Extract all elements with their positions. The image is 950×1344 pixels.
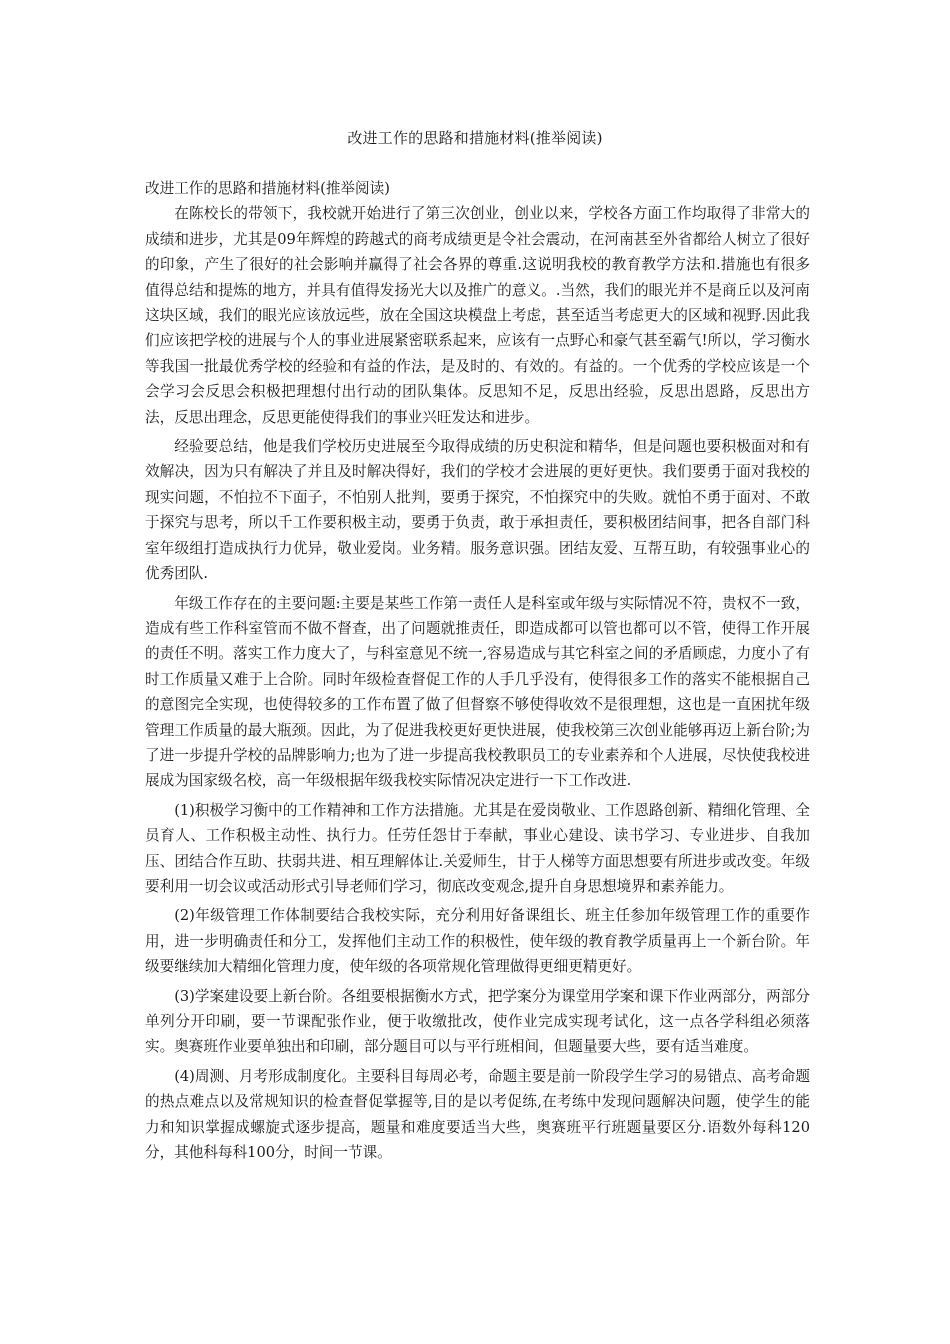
paragraph-experience: 经验要总结，他是我们学校历史进展至今取得成绩的历史积淀和精华，但是问题也要积极面对和有效解决，因为只有解决了并且及时解决得好，我们的学校才会进展的更好更快。我们要勇于面对我校的现实问题，不怕拉不下面子，不怕别人批判，要勇于探究，不怕探究中的失败。就怕不勇于面对、不敢于探究与思考，所以千工作要积极主动，要勇于负责，敢于承担责任，要积极团结间事，把各自部门科室年级组打造成执行力优异，敬业爱岗。业务精。服务意识强。团结友爱、互帮互助，有较强事业心的优秀团队. [145, 438, 810, 583]
document-subtitle: 改进工作的思路和措施材料(推举阅读) [145, 180, 390, 197]
paragraph-intro: 在陈校长的带领下，我校就开始进行了第三次创业，创业以来，学校各方面工作均取得了非常大的成绩和进步，尤其是09年辉煌的跨越式的商考成绩更是令社会震动，在河南甚至外省都给人树立了很好的印象，产生了很好的社会影响并赢得了社会各界的尊重.这说明我校的教育教学方法和.措施也有很多值得总结和提炼的地方，并具有值得发扬光大以及推广的意义。.当然，我们的眼光并不是商丘以及河南这块区域，我们的眼光应该放远些，放在全国这块模盘上考虑，甚至适当考虑更大的区域和视野.因此我们应该把学校的进展与个人的事业进展紧密联系起来，应该有一点野心和豪气甚至霸气!所以，学习衡水等我国一批最优秀学校的经验和有益的作法，是及时的、有效的。有益的。一个优秀的学校应该是一个会学习会反思会积极把理想付出行动的团队集体。反思知不足，反思出经验，反思出恩路，反思出方法，反思出理念，反思更能使得我们的事业兴旺发达和进步。 [145, 205, 810, 426]
paragraph-problems: 年级工作存在的主要问题:主要是某些工作第一责任人是科室或年级与实际情况不符，贵权不一致，造成有些工作科室管而不做不督查，出了问题就推责任，即造成都可以管也都可以不管，使得工作开展的责任不明。落实工作力度大了，与科室意见不统一,容易造成与其它科室之间的矛盾顾虑，力度小了有时工作质量又难于上合阶。同时年级检查督促工作的人手几乎没有，使得很多工作的落实不能根据自己的意图完全实现，也使得较多的工作布置了做了但督察不够使得收效不是很理想，这也是一直困扰年级管理工作质量的最大瓶颈。因此，为了促进我校更好更快进展，使我校第三次创业能够再迈上新台阶;为了进一步提升学校的品牌影响力;也为了进一步提高我校教职员工的专业素养和个人进展，尽快使我校进展成为国家级名校，高一年级根据年级我校实际情况决定进行一下工作改进. [145, 594, 810, 790]
paragraph-measure-3: (3)学案建设要上新台阶。各组要根据衡水方式，把学案分为课堂用学案和课下作业两部分，两部分单列分开印刷，要一节课配张作业，便于收缴批改，使作业完成实现考试化，这一点各学科组必须落实。奥赛班作业要单独出和印刷，部分题目可以与平行班相间，但题量要大些，要有适当难度。 [145, 987, 810, 1056]
document-body [145, 176, 810, 1169]
paragraph-measure-1: (1)积极学习衡中的工作精神和工作方法措施。尤其是在爱岗敬业、工作恩路创新、精细化管理、全员育人、工作积极主动性、执行力。任劳任怨甘于奉献，事业心建设、读书学习、专业进步、自我加压、团结合作互助、扶弱共进、相互理解体让.关爱师生，甘于人梯等方面思想要有所进步或改变。年级要利用一切会议或活动形式引导老师们学习，彻底改变观念,提升自身思想境界和素养能力。 [145, 801, 810, 895]
paragraph-measure-2: (2)年级管理工作体制要结合我校实际，充分利用好备课组长、班主任参加年级管理工作的重要作用，进一步明确责任和分工，发挥他们主动工作的积极性，使年级的教育教学质量再上一个新台阶。年级要继续加大精细化管理力度，使年级的各项常规化管理做得更细更精更好。 [145, 907, 810, 976]
document-title: 改进工作的思路和措施材料(推举阅读) [347, 129, 603, 147]
paragraph-measure-4: (4)周测、月考形成制度化。主要科目每周必考，命题主要是前一阶段学生学习的易错点、高考命题的热点难点以及常规知识的检查督促掌握等,目的是以考促练,在考练中发现问题解决问题，使学生的能力和知识掌握成螺旋式逐步提高，题量和难度要适当大些，奥赛班平行班题量要区分.语数外每科120分，其他科每科100分，时间一节课。 [145, 1067, 810, 1162]
